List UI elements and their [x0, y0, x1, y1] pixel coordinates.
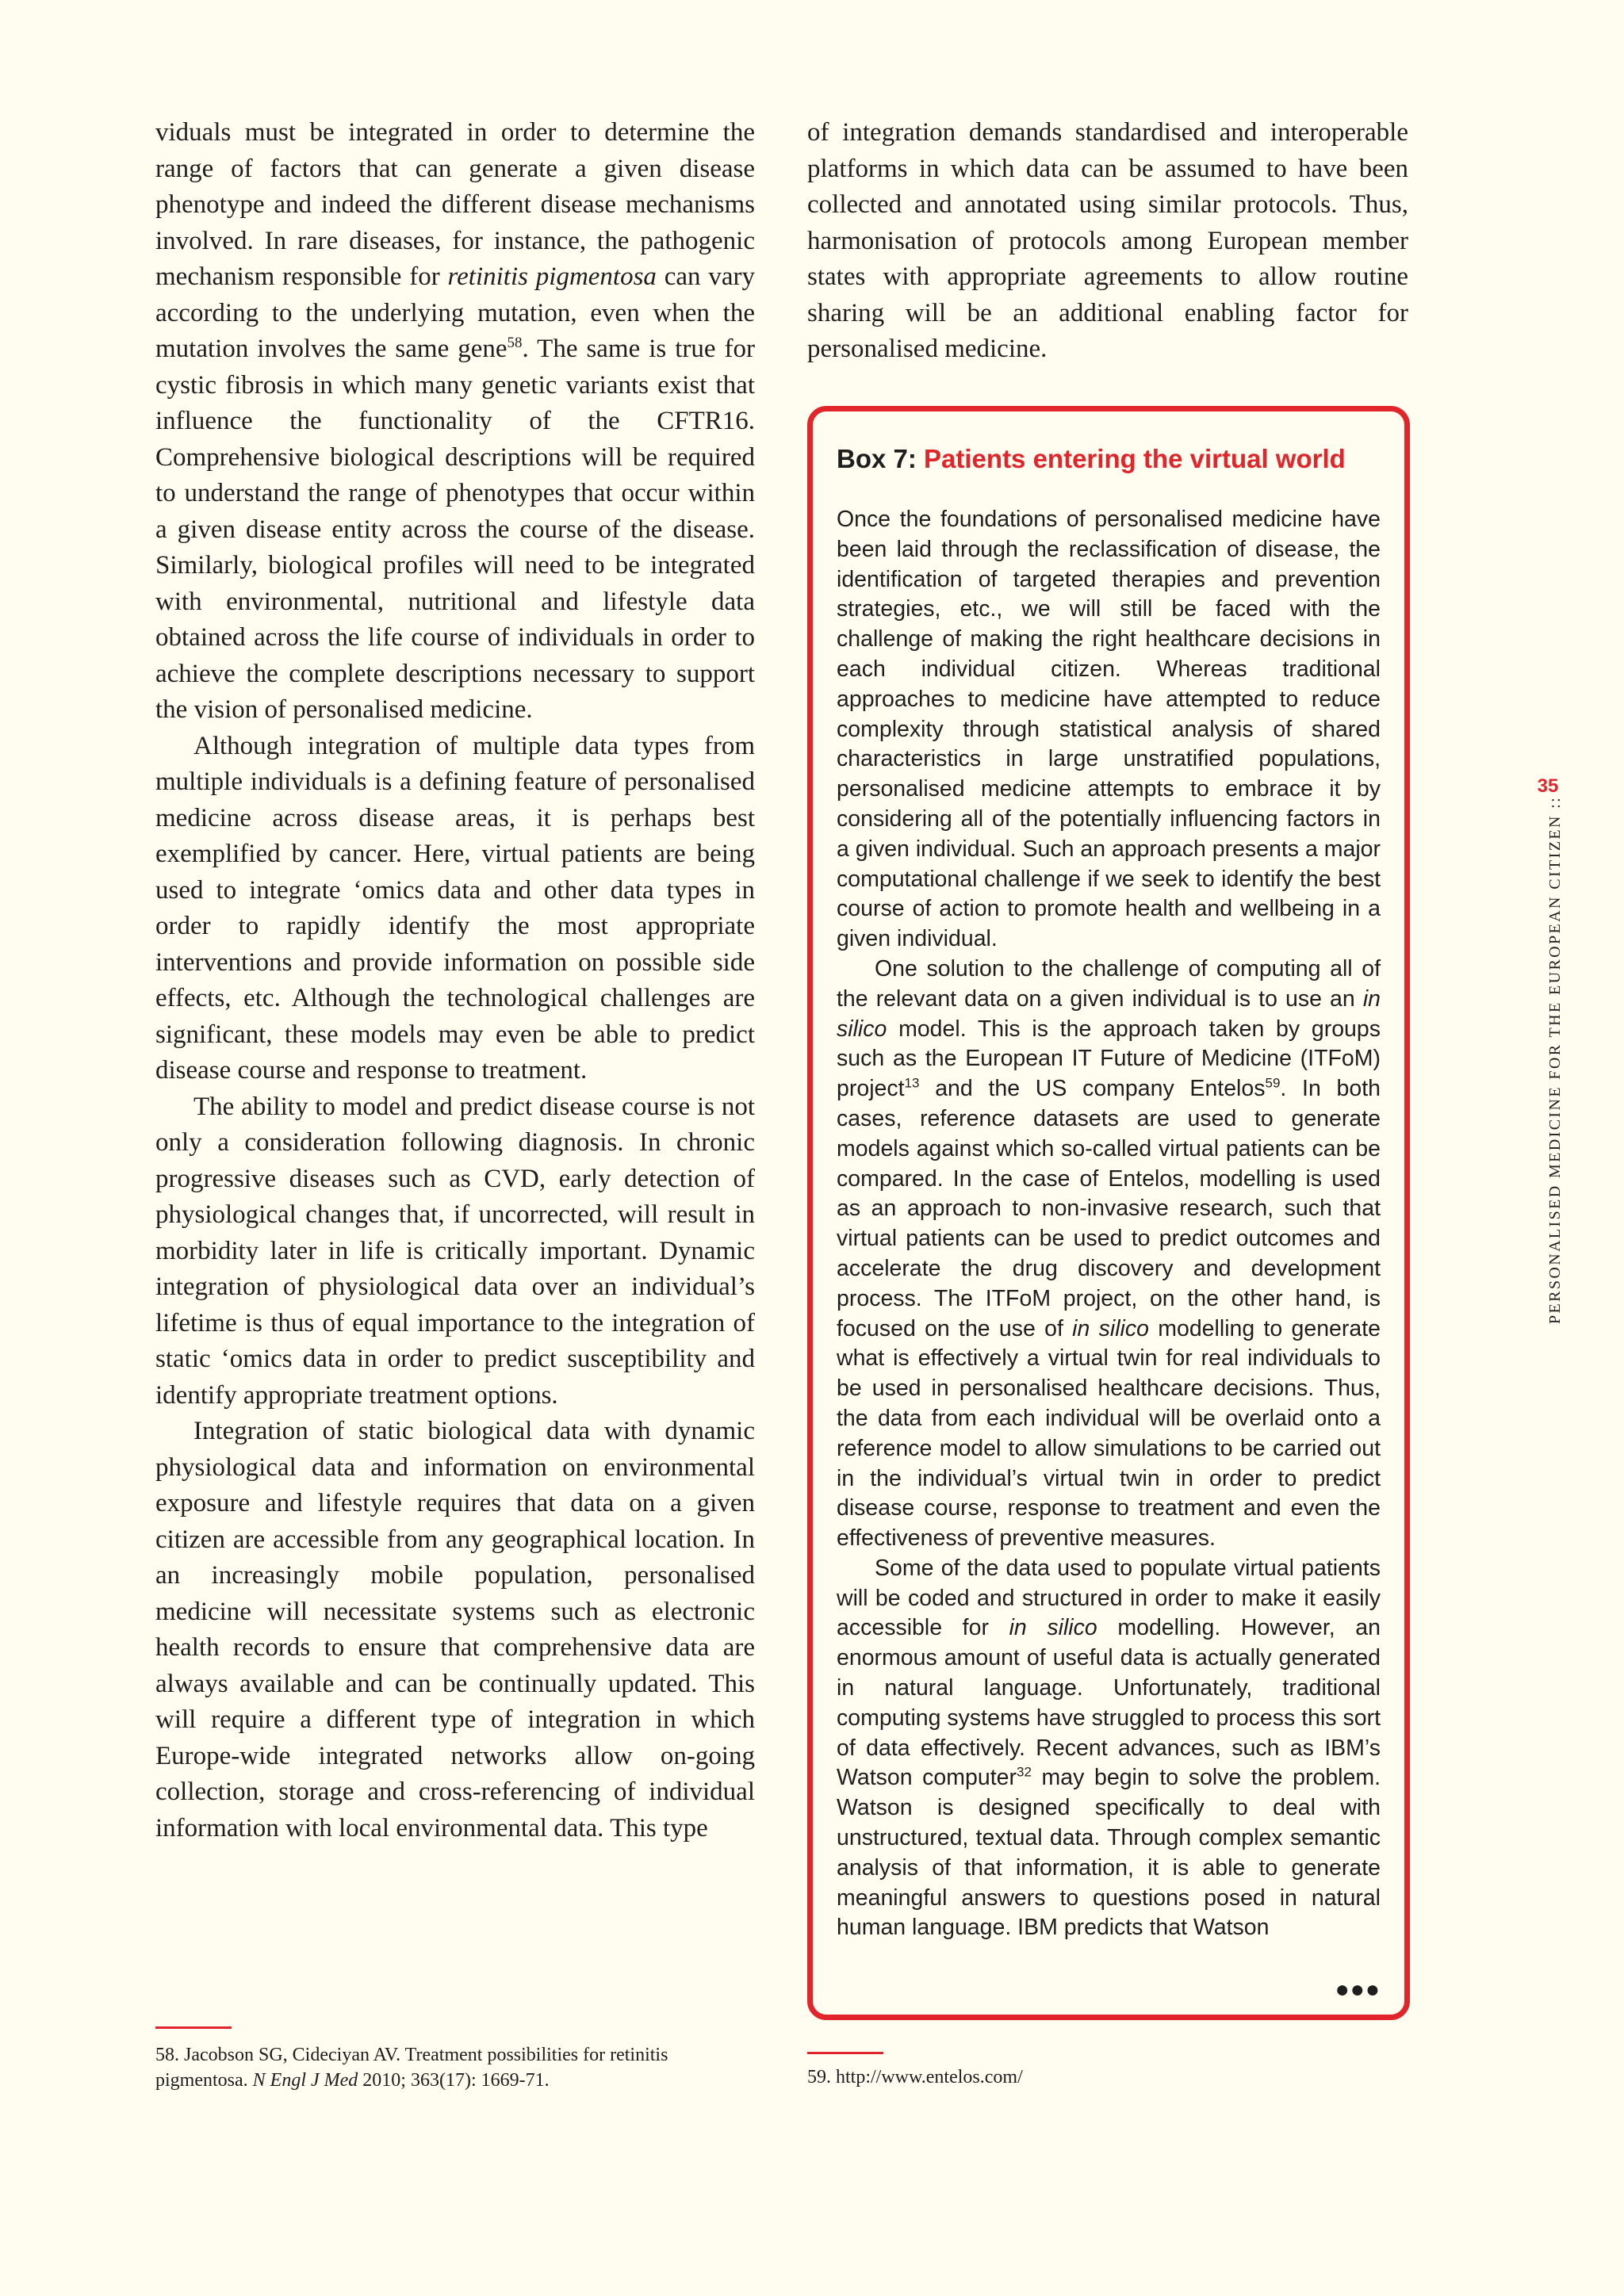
text-run: . The same is true for cystic fibrosis in which many genetic variants exist that influence the functionality of the CFTR16. Comprehensive biological descriptions will be required to understand the range of phenotypes that occur within a given disease entity across the course of the disease. Similarly, biological profiles will need to be integrated with environmental, nutritional and lifestyle data obtained across the life course of individuals in order to achieve the complete descriptions necessary to support the vision of personalised medicine.	[155, 335, 756, 724]
paragraph: of integration demands standardised and interoperable platforms in which data can be assumed to have been collected and annotated using similar protocols. Thus, harmonisation of protocols among European member states with appropriate agreements to allow routine sharing will be an additional enabling factor for personalised medicine.	[807, 118, 1408, 363]
text-run: . In both cases, reference datasets are used to generate models against which so-called virtual patients can be compared. In the case of Entelos, modelling is used as an approach to non-invasive research, such that virtual patients can be used to predict outcomes and accelerate the drug discovery and development process. The ITFoM project, on the other hand, is focused on the use of	[837, 1076, 1381, 1341]
footnote-58	[155, 2042, 758, 2093]
footnote-ref: 13	[904, 1075, 920, 1091]
running-head-text: PERSONALISED MEDICINE FOR THE EUROPEAN CITIZEN ::	[1546, 795, 1564, 1324]
box-title: Patients entering the virtual world	[924, 444, 1346, 473]
italic-journal: N Engl J Med	[252, 2070, 358, 2091]
footnote-rule	[807, 2052, 883, 2054]
box-label: Box 7:	[837, 444, 917, 473]
italic-term: in silico	[837, 985, 1381, 1042]
text-run: may begin to solve the problem. Watson is designed specifically to deal with unstructured, textual data. Through complex semantic analysis of that information, it is able to generate meaningful answers to questions posed in natural human language. IBM predicts that Watson	[837, 1765, 1381, 1941]
text-run: 2010; 363(17): 1669-71.	[362, 2070, 550, 2091]
paragraph: Although integration of multiple data types from multiple individuals is a defining feature of personalised medicine across disease areas, it is perhaps best exemplified by cancer. Here, virtual patients are being used to integrate ‘omics data and other data types in order to rapidly identify the most appropriate interventions and provide information on possible side effects, etc. Although the technological challenges are significant, these models may even be able to predict disease course and response to treatment.	[155, 731, 755, 1085]
text-run: viduals must be integrated in order to determine the range of factors that can generate a given disease phenotype and indeed the different disease mechanisms involved. In rare diseases, for instance, the pathogenic mechanism responsible for	[155, 118, 755, 291]
text-run: can vary according to the underlying mutation, even when the mutation involves the same gene	[155, 262, 755, 363]
running-head	[1540, 795, 1572, 1324]
page-number: 35	[1537, 775, 1559, 797]
footnote-ref: 32	[1016, 1764, 1032, 1780]
box-body	[837, 505, 1381, 1943]
text-run: and the US company Entelos	[935, 1076, 1266, 1102]
text-run: modelling. However, an enormous amount of useful data is actually generated in natural language. Unfortunately, traditional computing systems have struggled to process this sort of data effectively. Recent advances, such as IBM’s Watson computer	[837, 1615, 1381, 1791]
italic-term: retinitis pigmentosa	[447, 262, 657, 291]
text-run: Some of the data used to populate virtual patients will be coded and structured in order to make it easily accessible for	[837, 1555, 1381, 1641]
paragraph	[155, 115, 755, 729]
box-paragraph: Once the foundations of personalised medicine have been laid through the reclassification of disease, the identification of targeted therapies and prevention strategies, etc., we will still be faced with the challenge of making the right healthcare decisions in each individual citizen. Whereas traditional approaches to medicine have attempted to reduce complexity through statistical analysis of shared characteristics in large unstratified populations, personalised medicine attempts to embrace it by considering all of the potentially influencing factors in a given individual. Such an approach presents a major computational challenge if we seek to identify the best course of action to promote health and wellbeing in a given individual.	[837, 507, 1381, 952]
box-paragraph	[837, 1554, 1381, 1943]
paragraph: The ability to model and predict disease course is not only a consideration following diagnosis. In chronic progressive diseases such as CVD, early detection of physiological changes that, if uncorrected, will result in morbidity later in life is critically important. Dynamic integration of physiological data over an individual’s lifetime is thus of equal importance to the integration of static ‘omics data in order to predict susceptibility and identify appropriate treatment options.	[155, 1092, 755, 1410]
footnote-rule	[155, 2026, 232, 2029]
right-text-column	[807, 115, 1408, 368]
footnote-59: 59. http://www.entelos.com/	[807, 2067, 1023, 2087]
text-run: One solution to the challenge of computing all of the relevant data on a given individual is to use an	[837, 955, 1381, 1012]
text-run: model. This is the approach taken by groups such as the European IT Future of Medicine (ITFoM) project	[837, 1016, 1381, 1102]
callout-box	[807, 406, 1410, 2020]
text-run: modelling to generate what is effectively a virtual twin for real individuals to be used in personalised healthcare decisions. Thus, the data from each individual will be overlaid onto a reference model to allow simulations to be carried out in the individual’s virtual twin in order to predict disease course, response to treatment and even the effectiveness of preventive measures.	[837, 1315, 1381, 1552]
box-paragraph	[837, 955, 1381, 1554]
italic-term: in silico	[1009, 1615, 1097, 1641]
footnote-ref: 58	[507, 335, 523, 351]
left-text-column	[155, 115, 755, 1846]
italic-term: in silico	[1072, 1315, 1149, 1341]
continuation-dots-icon: ●●●	[1335, 1976, 1381, 2003]
paragraph: Integration of static biological data with dynamic physiological data and information on environmental exposure and lifestyle requires that data on a given citizen are accessible from any geographical location. In an increasingly mobile population, personalised medicine will necessitate systems such as electronic health records to ensure that comprehensive data are always available and can be continually updated. This will require a different type of integration in which Europe-wide integrated networks allow on-going collection, storage and cross-referencing of individual information with local environmental data. This type	[155, 1417, 755, 1843]
box-heading	[837, 443, 1381, 475]
text-run: 58. Jacobson SG, Cideciyan AV. Treatment possibilities for retinitis pigmentosa.	[155, 2045, 668, 2091]
footnote-ref: 59	[1265, 1075, 1281, 1091]
